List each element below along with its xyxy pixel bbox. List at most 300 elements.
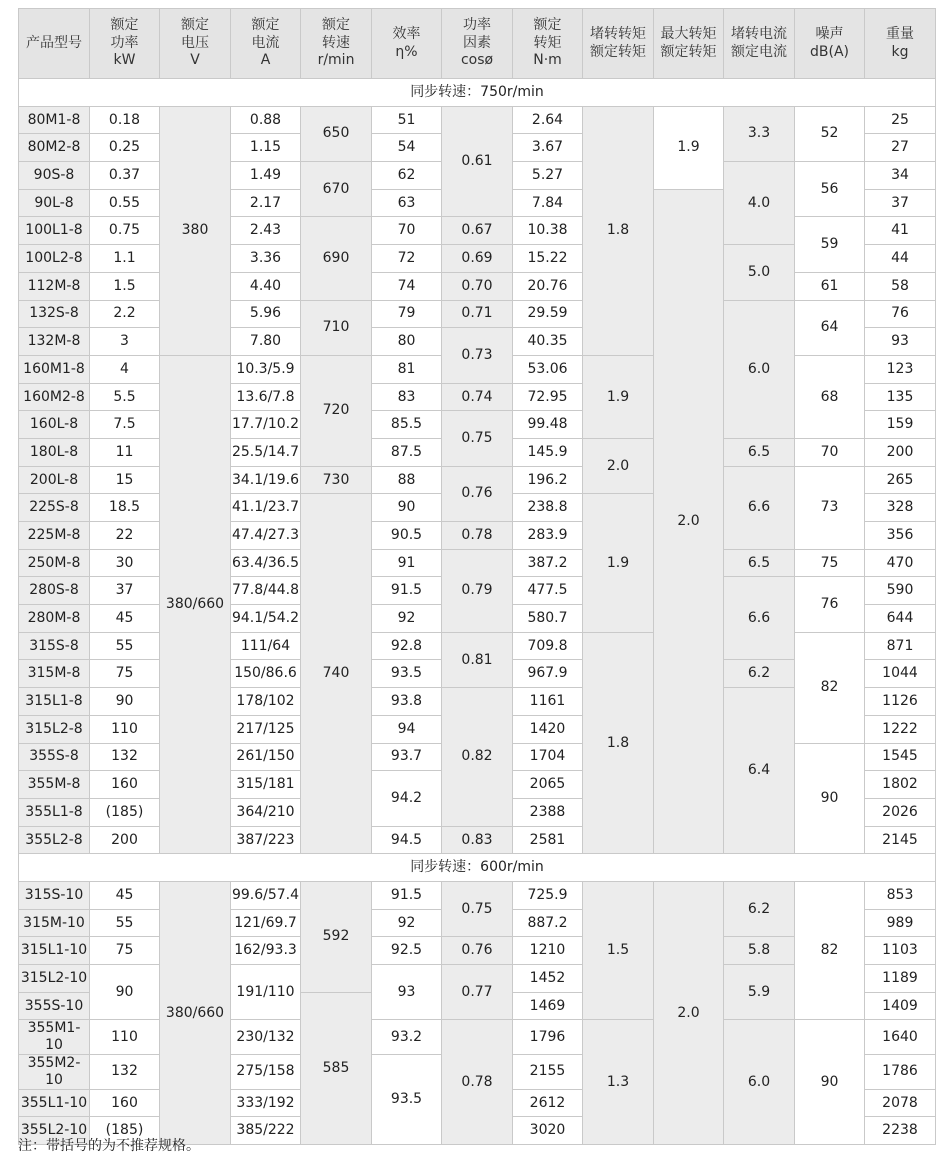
table-cell: 6.4 [724,688,795,854]
column-header: 噪声 dB(A) [795,9,865,79]
table-cell: 730 [301,466,372,494]
column-header: 额定 电压 V [160,9,231,79]
table-cell: 15 [90,466,160,494]
table-cell: 2145 [865,826,936,854]
column-header: 堵转转矩 额定转矩 [583,9,654,79]
table-cell: 110 [90,715,160,743]
table-cell: 55 [90,909,160,937]
table-cell: 592 [301,881,372,992]
table-cell: 3.67 [513,134,583,162]
table-cell: 54 [372,134,442,162]
table-cell: 0.69 [442,245,513,273]
table-cell: 56 [795,162,865,217]
table-cell: 132S-8 [19,300,90,328]
table-cell: 0.70 [442,272,513,300]
table-cell: 75 [90,937,160,965]
table-cell: 2.0 [583,438,654,493]
table-cell: 1103 [865,937,936,965]
table-cell: 1.8 [583,632,654,854]
table-cell: 132M-8 [19,328,90,356]
table-cell: 6.0 [724,300,795,438]
table-cell: 45 [90,605,160,633]
table-cell: 20.76 [513,272,583,300]
footnote: 注：带括号的为不推荐规格。 [18,1138,200,1154]
table-cell: 6.6 [724,577,795,660]
table-cell: 1.3 [583,1020,654,1145]
table-cell: 887.2 [513,909,583,937]
table-cell: 75 [90,660,160,688]
table-cell: 6.0 [724,1020,795,1145]
table-cell: 355L2-8 [19,826,90,854]
table-cell: 4.40 [231,272,301,300]
table-cell: 191/110 [231,965,301,1020]
table-cell: 315S-8 [19,632,90,660]
table-cell: (185) [90,1117,160,1145]
table-cell: 0.67 [442,217,513,245]
table-cell: 10.3/5.9 [231,355,301,383]
table-cell: 1.9 [654,106,724,189]
table-cell: 225S-8 [19,494,90,522]
table-cell: 355M-8 [19,771,90,799]
table-cell: 87.5 [372,438,442,466]
table-cell: 5.8 [724,937,795,965]
table-cell: 2612 [513,1089,583,1117]
table-cell: 333/192 [231,1089,301,1117]
table-cell: 77.8/44.8 [231,577,301,605]
table-cell: 2155 [513,1054,583,1089]
table-cell: 0.37 [90,162,160,190]
table-cell: 1.5 [90,272,160,300]
table-cell: 34 [865,162,936,190]
table-cell: 45 [90,881,160,909]
table-cell: 0.77 [442,965,513,1020]
table-cell: 2065 [513,771,583,799]
column-header: 堵转电流 额定电流 [724,9,795,79]
table-cell: 355S-8 [19,743,90,771]
table-cell: 2.64 [513,106,583,134]
table-cell: 5.27 [513,162,583,190]
table-cell: 315/181 [231,771,301,799]
table-cell: 2.2 [90,300,160,328]
table-cell: 380/660 [160,355,231,853]
table-cell: 6.2 [724,660,795,688]
table-cell: 93 [865,328,936,356]
column-header: 重量 kg [865,9,936,79]
table-row [19,881,936,909]
table-cell: 5.96 [231,300,301,328]
column-header: 额定 转速 r/min [301,9,372,79]
table-cell: 0.81 [442,632,513,687]
table-cell: 3 [90,328,160,356]
table-cell: 2078 [865,1089,936,1117]
table-cell: 90 [795,1020,865,1145]
table-cell: 2.0 [654,881,724,1144]
table-cell: 6.5 [724,438,795,466]
table-cell: 265 [865,466,936,494]
table-cell: 710 [301,300,372,355]
column-header: 额定 转矩 N·m [513,9,583,79]
table-cell: 4.0 [724,162,795,245]
table-cell: 355S-10 [19,992,90,1020]
table-cell: 81 [372,355,442,383]
table-cell: 15.22 [513,245,583,273]
table-cell: 2238 [865,1117,936,1145]
table-cell: 1469 [513,992,583,1020]
table-cell: 160M2-8 [19,383,90,411]
table-cell: 18.5 [90,494,160,522]
table-row [19,217,936,245]
table-cell: 7.5 [90,411,160,439]
table-cell: 356 [865,522,936,550]
table-cell: 6.5 [724,549,795,577]
table-cell: 25 [865,106,936,134]
table-cell: 73 [795,466,865,549]
table-cell: 720 [301,355,372,466]
table-cell: 70 [372,217,442,245]
table-cell: 0.75 [442,881,513,936]
table-cell: 0.79 [442,549,513,632]
table-cell: 853 [865,881,936,909]
table-cell: 1545 [865,743,936,771]
table-row [19,106,936,134]
column-header: 额定 电流 A [231,9,301,79]
table-cell: 72.95 [513,383,583,411]
table-cell: 41.1/23.7 [231,494,301,522]
table-cell: 1189 [865,965,936,993]
table-cell: 1420 [513,715,583,743]
table-cell: 92 [372,909,442,937]
table-cell: 280S-8 [19,577,90,605]
table-cell: 0.55 [90,189,160,217]
table-cell: 132 [90,1054,160,1089]
table-cell: 0.76 [442,937,513,965]
table-cell: 37 [90,577,160,605]
table-row [19,300,936,328]
table-cell: 37 [865,189,936,217]
table-cell: 385/222 [231,1117,301,1145]
table-cell: 2388 [513,798,583,826]
table-cell: 0.78 [442,1020,513,1145]
table-cell: 1.15 [231,134,301,162]
table-cell: 1.1 [90,245,160,273]
table-cell: 93.7 [372,743,442,771]
table-cell: 0.25 [90,134,160,162]
table-cell: 1796 [513,1020,583,1055]
table-cell: 1.9 [583,355,654,438]
table-cell: 5.0 [724,245,795,300]
table-cell: 355M1-10 [19,1020,90,1055]
table-row [19,272,936,300]
table-cell: 93.8 [372,688,442,716]
table-cell: 590 [865,577,936,605]
table-cell: 135 [865,383,936,411]
table-cell: 1640 [865,1020,936,1055]
table-cell: (185) [90,798,160,826]
table-cell: 225M-8 [19,522,90,550]
column-header: 效率 η% [372,9,442,79]
table-cell: 283.9 [513,522,583,550]
table-cell: 82 [795,881,865,1019]
table-cell: 280M-8 [19,605,90,633]
table-cell: 76 [795,577,865,632]
table-cell: 25.5/14.7 [231,438,301,466]
table-cell: 68 [795,355,865,438]
table-cell: 380/660 [160,881,231,1144]
table-cell: 1.49 [231,162,301,190]
table-cell: 80M2-8 [19,134,90,162]
table-cell: 470 [865,549,936,577]
table-cell: 7.84 [513,189,583,217]
table-cell: 1.5 [583,881,654,1019]
table-cell: 644 [865,605,936,633]
table-cell: 2.17 [231,189,301,217]
table-cell: 0.75 [442,411,513,466]
table-cell: 1126 [865,688,936,716]
table-cell: 217/125 [231,715,301,743]
table-cell: 100L2-8 [19,245,90,273]
table-cell: 110 [90,1020,160,1055]
table-cell: 650 [301,106,372,161]
table-cell: 5.9 [724,965,795,1020]
motor-spec-table [18,8,936,1145]
table-cell: 690 [301,217,372,300]
table-cell: 93.5 [372,1054,442,1144]
table-cell: 0.74 [442,383,513,411]
table-cell: 27 [865,134,936,162]
table-cell: 70 [795,438,865,466]
table-cell: 90S-8 [19,162,90,190]
table-cell: 315M-10 [19,909,90,937]
table-cell: 121/69.7 [231,909,301,937]
table-cell: 196.2 [513,466,583,494]
table-cell: 315L2-8 [19,715,90,743]
table-cell: 6.6 [724,466,795,549]
table-cell: 17.7/10.2 [231,411,301,439]
table-cell: 82 [795,632,865,743]
table-cell: 3020 [513,1117,583,1145]
table-cell: 99.6/57.4 [231,881,301,909]
table-cell: 230/132 [231,1020,301,1055]
table-cell: 2.0 [654,189,724,854]
table-cell: 477.5 [513,577,583,605]
table-cell: 580.7 [513,605,583,633]
table-cell: 92.8 [372,632,442,660]
table-cell: 29.59 [513,300,583,328]
table-cell: 10.38 [513,217,583,245]
table-cell: 72 [372,245,442,273]
table-cell: 58 [865,272,936,300]
table-cell: 94 [372,715,442,743]
table-cell: 93.2 [372,1020,442,1055]
table-row [19,1020,936,1055]
table-cell: 3.36 [231,245,301,273]
table-cell: 250M-8 [19,549,90,577]
table-cell: 989 [865,909,936,937]
table-cell: 94.1/54.2 [231,605,301,633]
table-cell: 51 [372,106,442,134]
column-header: 最大转矩 额定转矩 [654,9,724,79]
table-cell: 150/86.6 [231,660,301,688]
table-cell: 160M1-8 [19,355,90,383]
table-cell: 1704 [513,743,583,771]
table-cell: 355L1-8 [19,798,90,826]
table-cell: 44 [865,245,936,273]
table-cell: 90 [795,743,865,854]
table-cell: 0.83 [442,826,513,854]
table-cell: 90L-8 [19,189,90,217]
table-cell: 275/158 [231,1054,301,1089]
table-cell: 90 [372,494,442,522]
table-cell: 2026 [865,798,936,826]
table-cell: 0.82 [442,688,513,826]
table-cell: 180L-8 [19,438,90,466]
table-cell: 0.78 [442,522,513,550]
table-cell: 2.43 [231,217,301,245]
table-cell: 2581 [513,826,583,854]
table-cell: 52 [795,106,865,161]
table-cell: 200L-8 [19,466,90,494]
column-header: 额定 功率 kW [90,9,160,79]
table-cell: 55 [90,632,160,660]
table-row [19,549,936,577]
column-header: 产品型号 [19,9,90,79]
table-cell: 967.9 [513,660,583,688]
table-cell: 93 [372,965,442,1020]
table-cell: 159 [865,411,936,439]
table-cell: 670 [301,162,372,217]
section-title: 同步转速：750r/min [19,79,936,107]
table-cell: 0.18 [90,106,160,134]
table-cell: 111/64 [231,632,301,660]
table-cell: 871 [865,632,936,660]
table-cell: 355M2-10 [19,1054,90,1089]
table-cell: 91.5 [372,881,442,909]
table-cell: 132 [90,743,160,771]
table-cell: 62 [372,162,442,190]
table-cell: 315L2-10 [19,965,90,993]
table-cell: 740 [301,494,372,854]
table-cell: 91.5 [372,577,442,605]
table-cell: 80 [372,328,442,356]
table-cell: 6.2 [724,881,795,936]
table-cell: 94.2 [372,771,442,826]
table-cell: 0.88 [231,106,301,134]
table-cell: 4 [90,355,160,383]
table-cell: 1786 [865,1054,936,1089]
table-cell: 0.71 [442,300,513,328]
section-row [19,854,936,882]
table-cell: 178/102 [231,688,301,716]
table-row [19,632,936,660]
table-cell: 315S-10 [19,881,90,909]
table-cell: 92 [372,605,442,633]
table-cell: 59 [795,217,865,272]
table-cell: 83 [372,383,442,411]
table-cell: 387.2 [513,549,583,577]
table-cell: 200 [90,826,160,854]
table-cell: 93.5 [372,660,442,688]
table-cell: 145.9 [513,438,583,466]
table-cell: 99.48 [513,411,583,439]
table-cell: 200 [865,438,936,466]
table-cell: 0.61 [442,106,513,217]
table-cell: 13.6/7.8 [231,383,301,411]
section-row [19,79,936,107]
table-cell: 1161 [513,688,583,716]
table-cell: 85.5 [372,411,442,439]
table-cell: 585 [301,992,372,1144]
table-cell: 315L1-10 [19,937,90,965]
table-cell: 0.76 [442,466,513,521]
table-cell: 112M-8 [19,272,90,300]
table-cell: 11 [90,438,160,466]
column-header: 功率 因素 cosø [442,9,513,79]
table-cell: 34.1/19.6 [231,466,301,494]
table-cell: 1802 [865,771,936,799]
table-cell: 63 [372,189,442,217]
table-cell: 47.4/27.3 [231,522,301,550]
table-cell: 63.4/36.5 [231,549,301,577]
table-cell: 162/93.3 [231,937,301,965]
table-cell: 238.8 [513,494,583,522]
table-cell: 92.5 [372,937,442,965]
table-cell: 364/210 [231,798,301,826]
table-cell: 91 [372,549,442,577]
table-cell: 30 [90,549,160,577]
table-cell: 1.9 [583,494,654,632]
table-cell: 53.06 [513,355,583,383]
table-cell: 1409 [865,992,936,1020]
table-cell: 1044 [865,660,936,688]
table-cell: 387/223 [231,826,301,854]
table-cell: 709.8 [513,632,583,660]
table-cell: 5.5 [90,383,160,411]
table-cell: 380 [160,106,231,355]
table-cell: 64 [795,300,865,355]
table-cell: 160 [90,771,160,799]
table-cell: 328 [865,494,936,522]
table-cell: 1210 [513,937,583,965]
table-cell: 355L2-10 [19,1117,90,1145]
table-cell: 261/150 [231,743,301,771]
table-cell: 90.5 [372,522,442,550]
table-cell: 100L1-8 [19,217,90,245]
table-cell: 123 [865,355,936,383]
table-cell: 315L1-8 [19,688,90,716]
table-cell: 160L-8 [19,411,90,439]
table-cell: 90 [90,688,160,716]
table-cell: 75 [795,549,865,577]
table-cell: 160 [90,1089,160,1117]
table-cell: 94.5 [372,826,442,854]
table-cell: 76 [865,300,936,328]
table-cell: 7.80 [231,328,301,356]
table-cell: 0.73 [442,328,513,383]
table-cell: 355L1-10 [19,1089,90,1117]
table-cell: 1222 [865,715,936,743]
table-row [19,466,936,494]
table-cell: 725.9 [513,881,583,909]
table-cell: 0.75 [90,217,160,245]
table-cell: 90 [90,965,160,1020]
section-title: 同步转速：600r/min [19,854,936,882]
table-cell: 41 [865,217,936,245]
table-cell: 315M-8 [19,660,90,688]
table-cell: 1.8 [583,106,654,355]
table-cell: 74 [372,272,442,300]
table-cell: 1452 [513,965,583,993]
table-cell: 22 [90,522,160,550]
